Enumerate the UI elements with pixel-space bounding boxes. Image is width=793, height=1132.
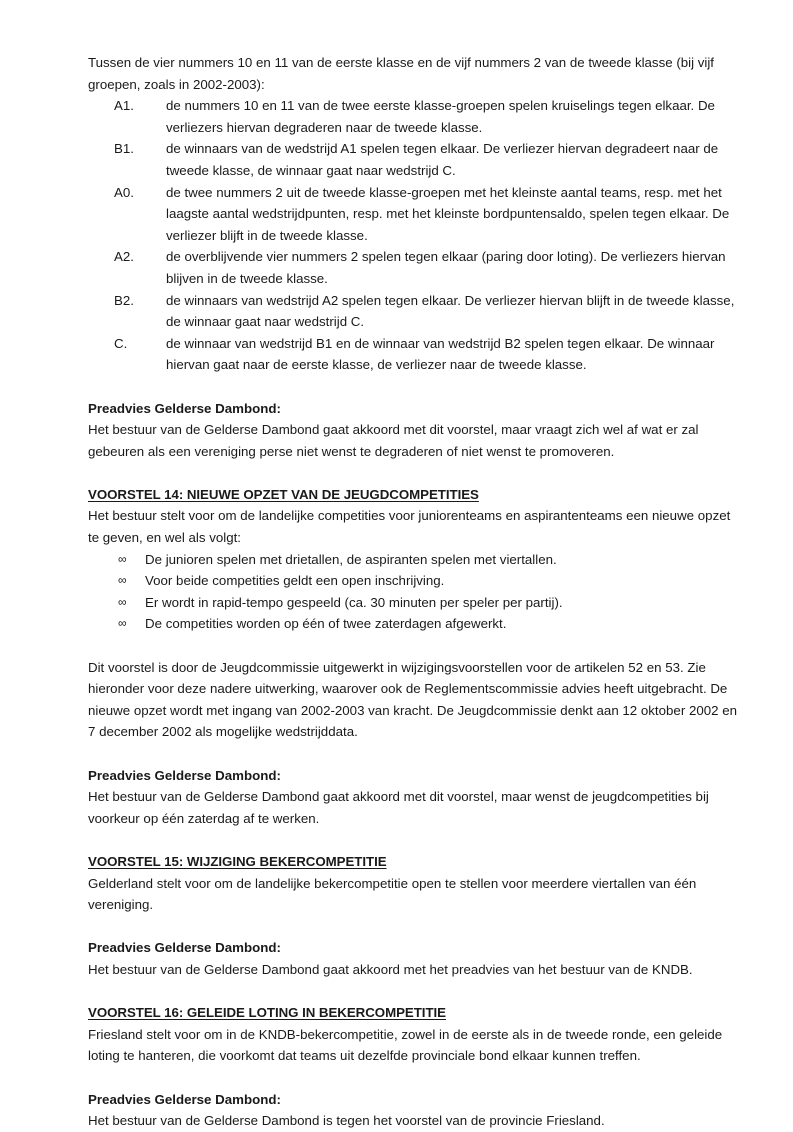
proposal-16-body: Friesland stelt voor om in de KNDB-bekercompetitie, zowel in de eerste als in de tweede ronde, een geleide loting te hanteren, die voorkomt dat teams uit dezelfde provinciale bond elkaar kunnen treffen. bbox=[88, 1026, 723, 1064]
list-item bbox=[118, 613, 740, 635]
list-item bbox=[114, 138, 740, 181]
list-item-text: Er wordt in rapid-tempo gespeeld (ca. 30 minuten per speler per partij). bbox=[145, 594, 563, 610]
list-item bbox=[114, 333, 740, 376]
list-item bbox=[114, 290, 740, 333]
proposal-14-intro: Het bestuur stelt voor om de landelijke competities voor juniorenteams en aspirantenteams een nieuwe opzet te geven, en wel als volgt: bbox=[88, 508, 731, 546]
list-item bbox=[118, 549, 740, 571]
proposal-14-body: Dit voorstel is door de Jeugdcommissie uitgewerkt in wijzigingsvoorstellen voor de artikelen 52 en 53. Zie hieronder voor deze nadere uitwerking, waarover ook de Reglementscommissie advies heeft uitgebracht. De nieuwe opzet wordt met ingang van 2002-2003 van kracht. De Jeugdcommissie denkt aan 12 oktober 2002 en 7 december 2002 als mogelijke wedstrijddata. bbox=[88, 659, 738, 740]
match-scheme-list bbox=[88, 95, 740, 376]
list-item bbox=[118, 592, 740, 614]
spacer bbox=[88, 635, 740, 657]
proposal-15-heading: VOORSTEL 15: WIJZIGING BEKERCOMPETITIE bbox=[88, 853, 387, 869]
list-item-marker: C. bbox=[114, 335, 128, 351]
proposal-15-body: Gelderland stelt voor om de landelijke bekercompetitie open te stellen voor meerdere viertallen van één vereniging. bbox=[88, 875, 697, 913]
infinity-bullet-icon: ∞ bbox=[118, 594, 127, 609]
list-item-marker: B1. bbox=[114, 141, 134, 157]
list-item bbox=[114, 182, 740, 247]
list-item-text: de nummers 10 en 11 van de twee eerste klasse-groepen spelen kruiselings tegen elkaar. De verliezers hiervan degraderen naar de tweede klasse. bbox=[166, 98, 715, 135]
advice-text: Het bestuur van de Gelderse Dambond gaat akkoord met dit voorstel, maar vraagt zich wel af wat er zal gebeuren als een vereniging perse niet wenst te degraderen of niet wenst te promoveren. bbox=[88, 422, 699, 459]
proposal-16-advice-text: Het bestuur van de Gelderse Dambond is tegen het voorstel van de provincie Friesland. bbox=[88, 1113, 605, 1129]
infinity-bullet-icon: ∞ bbox=[118, 551, 127, 566]
proposal-15-advice-heading: Preadvies Gelderse Dambond: bbox=[88, 940, 281, 956]
spacer bbox=[88, 916, 740, 938]
list-item-text: de twee nummers 2 uit de tweede klasse-groepen met het kleinste aantal teams, resp. met het laagste aantal wedstrijdpunten, resp. met het kleinste bordpuntensaldo, spelen tegen elkaar. De verliezer blijft in de tweede klasse. bbox=[166, 184, 730, 243]
proposal-14-advice-heading: Preadvies Gelderse Dambond: bbox=[88, 767, 281, 783]
spacer bbox=[88, 743, 740, 765]
advice-heading: Preadvies Gelderse Dambond: bbox=[88, 400, 281, 416]
spacer bbox=[88, 462, 740, 484]
spacer bbox=[88, 829, 740, 851]
proposal-14-bullet-list bbox=[88, 549, 740, 635]
list-item-text: De junioren spelen met drietallen, de aspiranten spelen met viertallen. bbox=[145, 551, 557, 567]
document-content bbox=[88, 52, 740, 1132]
proposal-16-heading: VOORSTEL 16: GELEIDE LOTING IN BEKERCOMPETITIE bbox=[88, 1005, 446, 1021]
proposal-15-advice-text: Het bestuur van de Gelderse Dambond gaat akkoord met het preadvies van het bestuur van de KNDB. bbox=[88, 961, 693, 977]
list-item-marker: A0. bbox=[114, 184, 134, 200]
spacer bbox=[88, 1067, 740, 1089]
proposal-14-advice-text: Het bestuur van de Gelderse Dambond gaat akkoord met dit voorstel, maar wenst de jeugdcompetities bij voorkeur op één zaterdag af te werken. bbox=[88, 789, 709, 826]
list-item-marker: A1. bbox=[114, 98, 134, 114]
list-item-text: de winnaars van de wedstrijd A1 spelen tegen elkaar. De verliezer hiervan degradeert naar de tweede klasse, de winnaar gaat naar wedstrijd C. bbox=[166, 141, 719, 178]
spacer bbox=[88, 376, 740, 398]
list-item-text: de overblijvende vier nummers 2 spelen tegen elkaar (paring door loting). De verliezers hiervan blijven in de tweede klasse. bbox=[166, 249, 726, 286]
infinity-bullet-icon: ∞ bbox=[118, 573, 127, 588]
infinity-bullet-icon: ∞ bbox=[118, 616, 127, 631]
proposal-14-heading: VOORSTEL 14: NIEUWE OPZET VAN DE JEUGDCOMPETITIES bbox=[88, 486, 479, 502]
list-item-text: Voor beide competities geldt een open inschrijving. bbox=[145, 573, 445, 589]
list-item bbox=[114, 246, 740, 289]
intro-paragraph: Tussen de vier nummers 10 en 11 van de eerste klasse en de vijf nummers 2 van de tweede klasse (bij vijf groepen, zoals in 2002-2003): bbox=[88, 55, 714, 92]
list-item-text: De competities worden op één of twee zaterdagen afgewerkt. bbox=[145, 616, 507, 632]
spacer bbox=[88, 981, 740, 1003]
list-item bbox=[118, 570, 740, 592]
list-item-text: de winnaars van wedstrijd A2 spelen tegen elkaar. De verliezer hiervan blijft in de tweede klasse, de winnaar gaat naar wedstrijd C. bbox=[166, 292, 735, 330]
list-item bbox=[114, 95, 740, 138]
list-item-marker: A2. bbox=[114, 249, 134, 265]
proposal-16-advice-heading: Preadvies Gelderse Dambond: bbox=[88, 1091, 281, 1107]
list-item-text: de winnaar van wedstrijd B1 en de winnaar van wedstrijd B2 spelen tegen elkaar. De winnaar hiervan gaat naar de eerste klasse, de verliezer naar de tweede klasse. bbox=[166, 335, 715, 373]
list-item-marker: B2. bbox=[114, 292, 134, 308]
